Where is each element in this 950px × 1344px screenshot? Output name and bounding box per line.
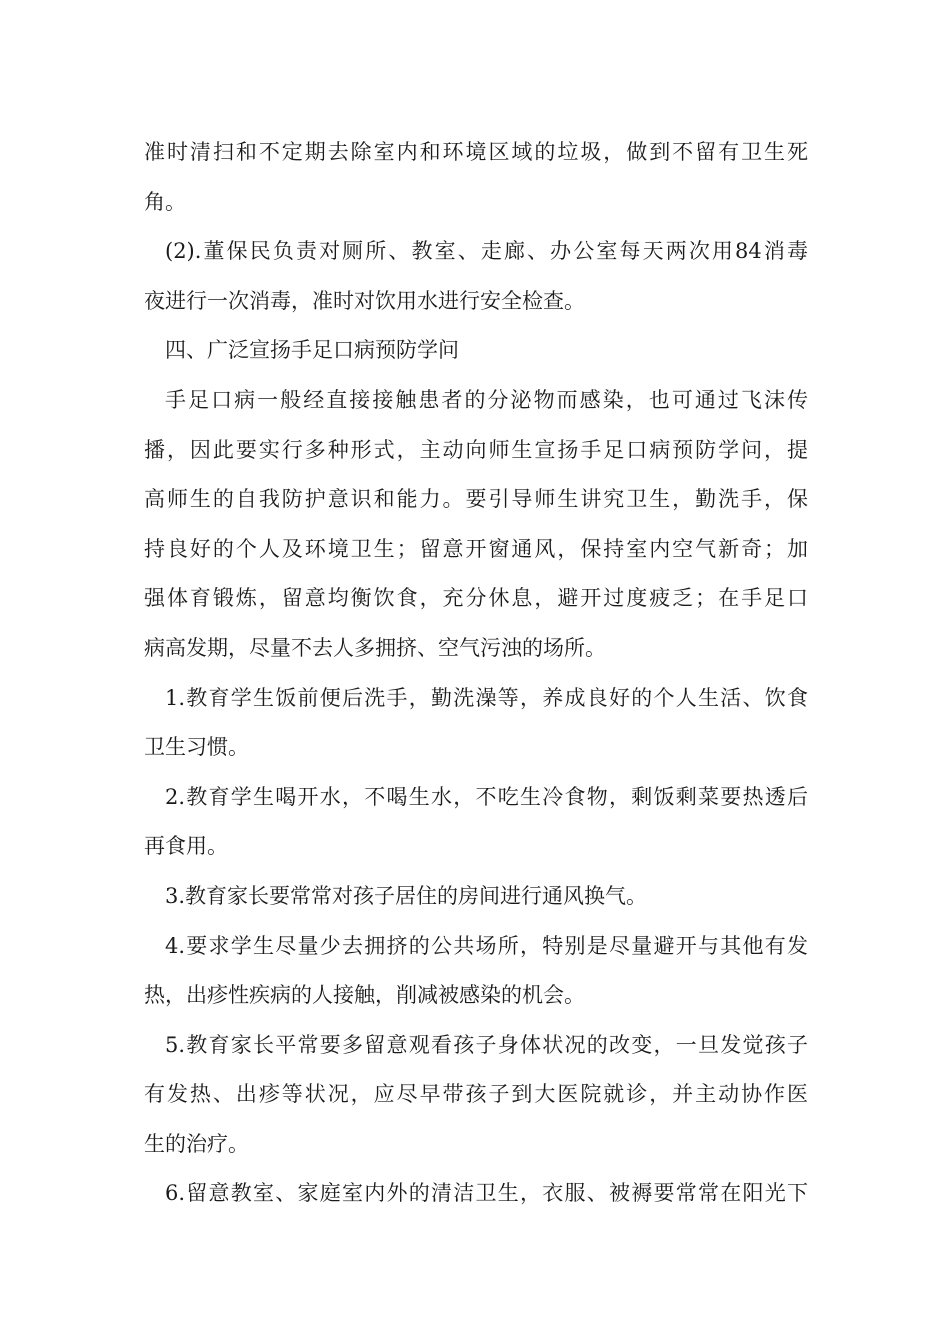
- text-line: 强体育锻炼，留意均衡饮食，充分休息，避开过度疲乏；在手足口: [144, 586, 808, 611]
- text-line: (2).董保民负责对厕所、教室、走廊、办公室每天两次用84消毒: [165, 239, 808, 264]
- list-item: 3.教育家长要常常对孩子居住的房间进行通风换气。: [165, 883, 648, 908]
- text-line: 再食用。: [144, 834, 228, 859]
- document-body: [144, 128, 808, 1219]
- text-line: 病高发期，尽量不去人多拥挤、空气污浊的场所。: [144, 635, 606, 660]
- text-line: 有发热、出疹等状况，应尽早带孩子到大医院就诊，并主动协作医: [144, 1082, 808, 1107]
- list-item: 5.教育家长平常要多留意观看孩子身体状况的改变，一旦发觉孩子: [165, 1032, 808, 1057]
- text-line: 热，出疹性疾病的人接触，削减被感染的机会。: [144, 983, 585, 1008]
- text-line: 卫生习惯。: [144, 735, 249, 760]
- list-item: 2.教育学生喝开水，不喝生水，不吃生冷食物，剩饭剩菜要热透后: [165, 784, 808, 809]
- list-item: 6.留意教室、家庭室内外的清洁卫生，衣服、被褥要常常在阳光下: [165, 1181, 808, 1206]
- text-line: 播，因此要实行多种形式，主动向师生宣扬手足口病预防学问，提: [144, 437, 808, 462]
- text-line: 夜进行一次消毒，准时对饮用水进行安全检查。: [144, 288, 585, 313]
- section-heading: 四、广泛宣扬手足口病预防学问: [165, 338, 459, 363]
- text-line: 角。: [144, 189, 186, 214]
- text-line: 生的治疗。: [144, 1131, 249, 1156]
- text-line: 高师生的自我防护意识和能力。要引导师生讲究卫生，勤洗手，保: [144, 487, 808, 512]
- text-line: 持良好的个人及环境卫生；留意开窗通风，保持室内空气新奇；加: [144, 536, 808, 561]
- list-item: 4.要求学生尽量少去拥挤的公共场所，特别是尽量避开与其他有发: [165, 933, 808, 958]
- list-item: 1.教育学生饭前便后洗手，勤洗澡等，养成良好的个人生活、饮食: [165, 685, 808, 710]
- text-line: 手足口病一般经直接接触患者的分泌物而感染，也可通过飞沫传: [165, 387, 808, 412]
- text-line: 准时清扫和不定期去除室内和环境区域的垃圾，做到不留有卫生死: [144, 140, 808, 164]
